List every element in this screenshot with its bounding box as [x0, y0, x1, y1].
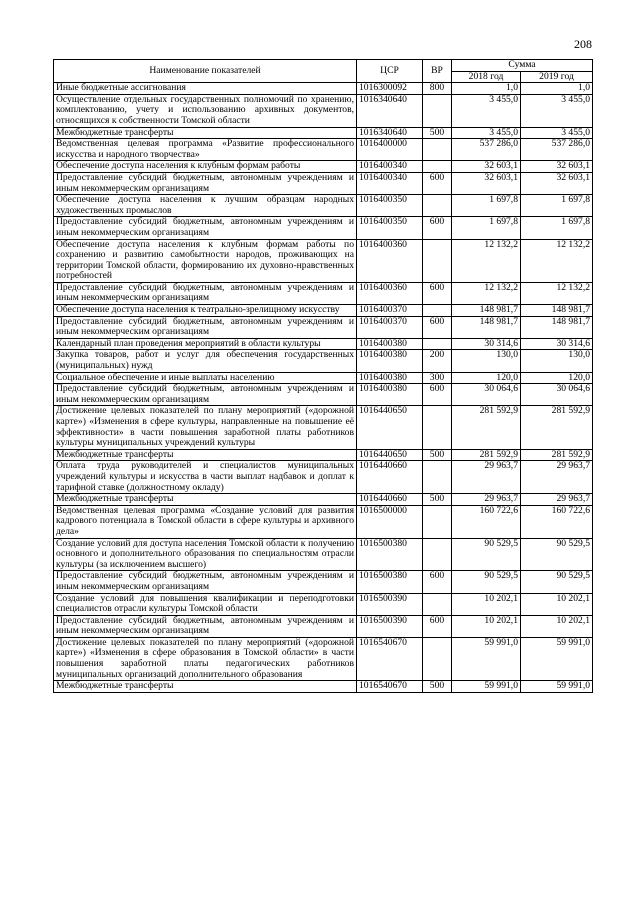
row-name: Закупка товаров, работ и услуг для обеспечения государственных (муниципальных) нужд	[54, 350, 357, 372]
row-vr	[423, 338, 452, 350]
table-row	[54, 195, 593, 217]
row-vr	[423, 593, 452, 615]
row-vr	[423, 461, 452, 494]
row-sum-2019: 537 286,0	[521, 139, 593, 161]
row-sum-2019: 90 529,5	[521, 538, 593, 571]
row-vr: 600	[423, 615, 452, 637]
row-vr: 600	[423, 316, 452, 338]
table-row	[54, 350, 593, 372]
row-csr: 1016400380	[357, 384, 423, 406]
row-sum-2018: 537 286,0	[452, 139, 521, 161]
table-row	[54, 127, 593, 139]
row-sum-2019: 281 592,9	[521, 449, 593, 461]
row-sum-2018: 29 963,7	[452, 461, 521, 494]
row-vr: 300	[423, 372, 452, 384]
row-name: Достижение целевых показателей по плану мероприятий («дорожной карте») «Изменения в сфере образования в Томской области» в части повышения заработной платы педагогических работников муниципальных организаций дополнительного образования	[54, 637, 357, 680]
row-name: Оплата труда руководителей и специалистов муниципальных учреждений культуры и искусства в части выплат надбавок и доплат к тарифной ставке (должностному окладу)	[54, 461, 357, 494]
row-csr: 1016400380	[357, 350, 423, 372]
table-row	[54, 494, 593, 506]
row-sum-2018: 148 981,7	[452, 316, 521, 338]
row-name: Обеспечение доступа населения к клубным формам работы по сохранению и развитию самобытности народов, проживающих на территории Томской области, формированию их духовно-нравственных потребностей	[54, 239, 357, 282]
table-row	[54, 571, 593, 593]
row-csr: 1016400380	[357, 372, 423, 384]
row-sum-2019: 281 592,9	[521, 406, 593, 449]
row-sum-2019: 29 963,7	[521, 461, 593, 494]
row-sum-2018: 1 697,8	[452, 217, 521, 239]
row-csr: 1016540670	[357, 637, 423, 680]
table-row	[54, 615, 593, 637]
row-csr: 1016400340	[357, 172, 423, 194]
row-csr: 1016400360	[357, 239, 423, 282]
row-sum-2019: 1 697,8	[521, 217, 593, 239]
table-row	[54, 461, 593, 494]
row-sum-2019: 90 529,5	[521, 571, 593, 593]
row-sum-2018: 12 132,2	[452, 282, 521, 304]
row-name: Обеспечение доступа населения к клубным формам работы	[54, 161, 357, 173]
row-sum-2018: 90 529,5	[452, 571, 521, 593]
row-sum-2019: 10 202,1	[521, 615, 593, 637]
row-sum-2019: 1,0	[521, 83, 593, 95]
row-csr: 1016440650	[357, 449, 423, 461]
row-name: Ведомственная целевая программа «Создание условий для развития кадрового потенциала в Томской области в сфере культуры и архивного дела»	[54, 505, 357, 538]
row-sum-2019: 148 981,7	[521, 305, 593, 317]
table-row	[54, 449, 593, 461]
row-sum-2019: 12 132,2	[521, 282, 593, 304]
row-csr: 1016500000	[357, 505, 423, 538]
table-row	[54, 372, 593, 384]
row-csr: 1016500380	[357, 571, 423, 593]
row-sum-2018: 90 529,5	[452, 538, 521, 571]
row-name: Межбюджетные трансферты	[54, 127, 357, 139]
row-sum-2018: 281 592,9	[452, 449, 521, 461]
row-vr: 500	[423, 127, 452, 139]
row-csr: 1016500390	[357, 593, 423, 615]
row-name: Достижение целевых показателей по плану мероприятий («дорожной карте») «Изменения в сфере культуры, направленные на повышение её эффективности» в части повышения заработной платы работников культуры муниципальных учреждений культуры	[54, 406, 357, 449]
row-sum-2018: 148 981,7	[452, 305, 521, 317]
row-csr: 1016400370	[357, 305, 423, 317]
row-sum-2019: 1 697,8	[521, 195, 593, 217]
row-vr: 500	[423, 449, 452, 461]
row-name: Предоставление субсидий бюджетным, автономным учреждениям и иным некоммерческим организациям	[54, 217, 357, 239]
table-row	[54, 593, 593, 615]
header-csr: ЦСР	[357, 60, 423, 83]
table-row	[54, 172, 593, 194]
row-name: Создание условий для доступа населения Томской области к получению основного и дополнительного образования по специальностям отрасли культуры (за исключением высшего)	[54, 538, 357, 571]
row-vr: 600	[423, 172, 452, 194]
row-vr	[423, 637, 452, 680]
table-row	[54, 538, 593, 571]
row-sum-2019: 30 314,6	[521, 338, 593, 350]
row-sum-2018: 10 202,1	[452, 593, 521, 615]
row-sum-2018: 59 991,0	[452, 637, 521, 680]
row-name: Осуществление отдельных государственных полномочий по хранению, комплектованию, учету и использованию архивных документов, относящихся к собственности Томской области	[54, 94, 357, 127]
table-row	[54, 282, 593, 304]
row-csr: 1016500390	[357, 615, 423, 637]
row-name: Межбюджетные трансферты	[54, 681, 357, 693]
row-vr	[423, 195, 452, 217]
row-vr: 500	[423, 681, 452, 693]
row-sum-2018: 32 603,1	[452, 172, 521, 194]
row-csr: 1016400340	[357, 161, 423, 173]
row-csr: 1016440660	[357, 494, 423, 506]
row-sum-2019: 3 455,0	[521, 94, 593, 127]
table-row	[54, 217, 593, 239]
header-vr: ВР	[423, 60, 452, 83]
table-row	[54, 139, 593, 161]
row-sum-2019: 3 455,0	[521, 127, 593, 139]
row-vr: 500	[423, 494, 452, 506]
row-vr: 600	[423, 217, 452, 239]
row-sum-2019: 130,0	[521, 350, 593, 372]
row-csr: 1016400360	[357, 282, 423, 304]
row-sum-2018: 30 064,6	[452, 384, 521, 406]
row-vr: 800	[423, 83, 452, 95]
row-name: Межбюджетные трансферты	[54, 449, 357, 461]
row-vr: 600	[423, 282, 452, 304]
row-sum-2018: 32 603,1	[452, 161, 521, 173]
row-sum-2019: 30 064,6	[521, 384, 593, 406]
row-csr: 1016440660	[357, 461, 423, 494]
table-row	[54, 505, 593, 538]
row-sum-2018: 281 592,9	[452, 406, 521, 449]
row-vr	[423, 505, 452, 538]
row-name: Предоставление субсидий бюджетным, автономным учреждениям и иным некоммерческим организациям	[54, 316, 357, 338]
row-csr: 1016440650	[357, 406, 423, 449]
row-sum-2019: 59 991,0	[521, 681, 593, 693]
row-vr	[423, 305, 452, 317]
row-vr	[423, 161, 452, 173]
row-name: Социальное обеспечение и иные выплаты населению	[54, 372, 357, 384]
row-sum-2018: 130,0	[452, 350, 521, 372]
table-row	[54, 681, 593, 693]
row-name: Предоставление субсидий бюджетным, автономным учреждениям и иным некоммерческим организациям	[54, 571, 357, 593]
row-vr	[423, 406, 452, 449]
table-row	[54, 94, 593, 127]
row-name: Создание условий для повышения квалификации и переподготовки специалистов отрасли культуры Томской области	[54, 593, 357, 615]
table-row	[54, 637, 593, 680]
row-csr: 1016300092	[357, 83, 423, 95]
row-name: Предоставление субсидий бюджетным, автономным учреждениям и иным некоммерческим организациям	[54, 384, 357, 406]
row-csr: 1016340640	[357, 127, 423, 139]
table-row	[54, 305, 593, 317]
row-csr: 1016400350	[357, 195, 423, 217]
row-sum-2019: 29 963,7	[521, 494, 593, 506]
table-body	[54, 83, 593, 693]
header-sum: Сумма	[452, 60, 593, 72]
row-sum-2018: 10 202,1	[452, 615, 521, 637]
header-row	[54, 60, 593, 72]
row-name: Предоставление субсидий бюджетным, автономным учреждениям и иным некоммерческим организациям	[54, 172, 357, 194]
header-2019: 2019 год	[521, 71, 593, 83]
table-row	[54, 161, 593, 173]
table-row	[54, 338, 593, 350]
table-row	[54, 239, 593, 282]
row-csr: 1016400350	[357, 217, 423, 239]
header-2018: 2018 год	[452, 71, 521, 83]
row-sum-2018: 12 132,2	[452, 239, 521, 282]
row-sum-2018: 30 314,6	[452, 338, 521, 350]
row-sum-2019: 59 991,0	[521, 637, 593, 680]
row-csr: 1016400370	[357, 316, 423, 338]
row-csr: 1016340640	[357, 94, 423, 127]
row-sum-2019: 10 202,1	[521, 593, 593, 615]
page-number: 208	[574, 37, 592, 51]
row-name: Ведомственная целевая программа «Развитие профессионального искусства и народного творчества»	[54, 139, 357, 161]
row-vr	[423, 139, 452, 161]
row-sum-2018: 3 455,0	[452, 127, 521, 139]
row-sum-2019: 12 132,2	[521, 239, 593, 282]
row-name: Календарный план проведения мероприятий в области культуры	[54, 338, 357, 350]
row-sum-2018: 1 697,8	[452, 195, 521, 217]
row-vr: 600	[423, 384, 452, 406]
row-vr: 600	[423, 571, 452, 593]
row-name: Иные бюджетные ассигнования	[54, 83, 357, 95]
row-name: Предоставление субсидий бюджетным, автономным учреждениям и иным некоммерческим организациям	[54, 282, 357, 304]
row-sum-2018: 1,0	[452, 83, 521, 95]
row-sum-2018: 120,0	[452, 372, 521, 384]
row-sum-2018: 29 963,7	[452, 494, 521, 506]
table-row	[54, 406, 593, 449]
header-name: Наименование показателей	[54, 60, 357, 83]
row-sum-2018: 3 455,0	[452, 94, 521, 127]
row-csr: 1016540670	[357, 681, 423, 693]
table-row	[54, 316, 593, 338]
row-vr	[423, 94, 452, 127]
row-name: Обеспечение доступа населения к театрально-зрелищному искусству	[54, 305, 357, 317]
row-sum-2018: 59 991,0	[452, 681, 521, 693]
row-csr: 1016400380	[357, 338, 423, 350]
table-row	[54, 83, 593, 95]
table-row	[54, 384, 593, 406]
row-name: Обеспечение доступа населения к лучшим образцам народных художественных промыслов	[54, 195, 357, 217]
row-csr: 1016400000	[357, 139, 423, 161]
row-sum-2019: 160 722,6	[521, 505, 593, 538]
row-sum-2019: 32 603,1	[521, 161, 593, 173]
row-vr	[423, 538, 452, 571]
budget-table	[53, 59, 593, 693]
row-vr: 200	[423, 350, 452, 372]
row-csr: 1016500380	[357, 538, 423, 571]
row-sum-2019: 120,0	[521, 372, 593, 384]
row-sum-2019: 32 603,1	[521, 172, 593, 194]
row-name: Предоставление субсидий бюджетным, автономным учреждениям и иным некоммерческим организациям	[54, 615, 357, 637]
row-sum-2019: 148 981,7	[521, 316, 593, 338]
row-sum-2018: 160 722,6	[452, 505, 521, 538]
row-name: Межбюджетные трансферты	[54, 494, 357, 506]
row-vr	[423, 239, 452, 282]
